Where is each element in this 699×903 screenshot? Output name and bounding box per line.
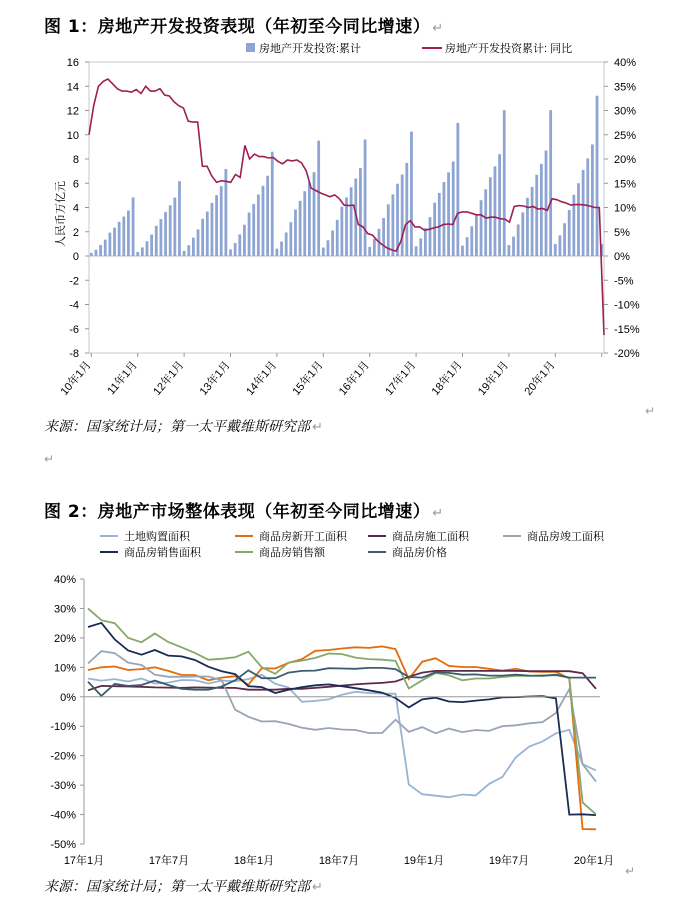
figure2-title: 图 2：房地产市场整体表现（年初至今同比增速） ↵ (44, 502, 444, 522)
left-tick-label: 0 (72, 251, 79, 263)
chart2-legend (100, 529, 605, 559)
x-tick-label: 18年7月 (318, 855, 360, 867)
right-tick-label: 5% (614, 226, 630, 239)
x-tick-label: 17年7月 (148, 855, 190, 867)
figure1-source: 来源：国家统计局；第一太平戴维斯研究部 ↵ (44, 419, 323, 435)
x-tick-label: 17年1月 (63, 855, 105, 867)
paragraph-mark: ↵ (645, 404, 656, 418)
left-tick-label: 4 (72, 202, 79, 215)
left-tick-label: -6 (69, 323, 79, 336)
left-tick-label: -8 (69, 348, 79, 360)
legend-label: 商品房竣工面积 (527, 531, 604, 543)
right-tick-label: 0% (614, 251, 630, 263)
left-tick-label: -4 (69, 299, 79, 312)
x-tick-label: 20年1月 (522, 359, 558, 398)
right-tick-label: 20% (614, 154, 637, 166)
y-axis-label: 人民币万亿元 (55, 181, 67, 247)
y-tick-label: 10% (53, 662, 76, 675)
left-tick-label: 6 (72, 178, 79, 191)
legend-label: 商品房施工面积 (392, 531, 469, 543)
left-tick-label: 10 (66, 129, 79, 142)
legend-label: 商品房新开工面积 (259, 531, 347, 543)
right-tick-label: 40% (614, 57, 637, 69)
legend-bar-label: 房地产开发投资:累计 (259, 43, 362, 55)
right-tick-label: 30% (614, 105, 637, 118)
left-tick-label: -2 (69, 275, 79, 288)
x-tick-label: 12年1月 (151, 359, 187, 398)
chart2-series (88, 608, 596, 829)
figure2-source: 来源：国家统计局；第一太平戴维斯研究部 ↵ (44, 879, 323, 895)
x-tick-label: 19年1月 (403, 855, 445, 867)
x-tick-label: 19年1月 (476, 359, 512, 398)
x-tick-label: 15年1月 (290, 359, 326, 398)
legend-label: 商品房销售面积 (124, 547, 201, 559)
paragraph-mark: ↵ (44, 452, 55, 466)
series-line-new_start (88, 646, 596, 829)
y-tick-label: -20% (50, 750, 76, 763)
x-tick-label: 10年1月 (58, 359, 94, 398)
right-tick-label: 15% (614, 178, 637, 191)
left-tick-label: 12 (66, 105, 79, 118)
figure1-title: 图 1：房地产开发投资表现（年初至今同比增速） ↵ (44, 17, 444, 37)
paragraph-mark: ↵ (625, 864, 636, 878)
series-line-price (88, 668, 596, 696)
y-tick-label: -30% (50, 780, 76, 793)
y-tick-label: -40% (50, 809, 76, 822)
y-tick-label: -50% (50, 839, 76, 851)
y-tick-label: 20% (53, 632, 76, 645)
x-tick-label: 18年1月 (429, 359, 465, 398)
y-tick-label: 30% (53, 603, 76, 616)
x-tick-label: 17年1月 (383, 359, 419, 398)
x-tick-label: 11年1月 (105, 359, 141, 398)
series-line-construction (88, 671, 596, 690)
series-line-land (88, 675, 596, 798)
x-tick-label: 20年1月 (573, 855, 615, 867)
y-tick-label: 40% (53, 574, 76, 586)
right-tick-label: -10% (614, 299, 640, 312)
y-tick-label: -10% (50, 721, 76, 734)
series-line-sales_amount (88, 608, 596, 814)
series-line-sales_area (88, 623, 596, 815)
x-tick-label: 16年1月 (336, 359, 372, 398)
legend-line-label: 房地产开发投资累计: 同比 (445, 43, 573, 55)
legend-label: 土地购置面积 (124, 531, 190, 543)
x-tick-label: 18年1月 (233, 855, 275, 867)
y-tick-label: 0% (60, 691, 76, 704)
right-tick-label: -5% (614, 275, 634, 288)
right-tick-label: -15% (614, 323, 640, 336)
x-tick-label: 14年1月 (244, 359, 280, 398)
left-tick-label: 8 (72, 154, 79, 166)
left-tick-label: 16 (66, 57, 79, 69)
right-tick-label: 35% (614, 81, 637, 94)
right-tick-label: 25% (614, 129, 637, 142)
x-tick-label: 13年1月 (197, 359, 233, 398)
legend-label: 商品房销售额 (259, 547, 325, 559)
right-tick-label: 10% (614, 202, 637, 215)
left-tick-label: 14 (66, 81, 79, 94)
legend-label: 商品房价格 (392, 547, 447, 559)
x-tick-label: 19年7月 (488, 855, 530, 867)
left-tick-label: 2 (72, 226, 79, 239)
chart2-axes (50, 574, 614, 867)
right-tick-label: -20% (614, 348, 640, 360)
